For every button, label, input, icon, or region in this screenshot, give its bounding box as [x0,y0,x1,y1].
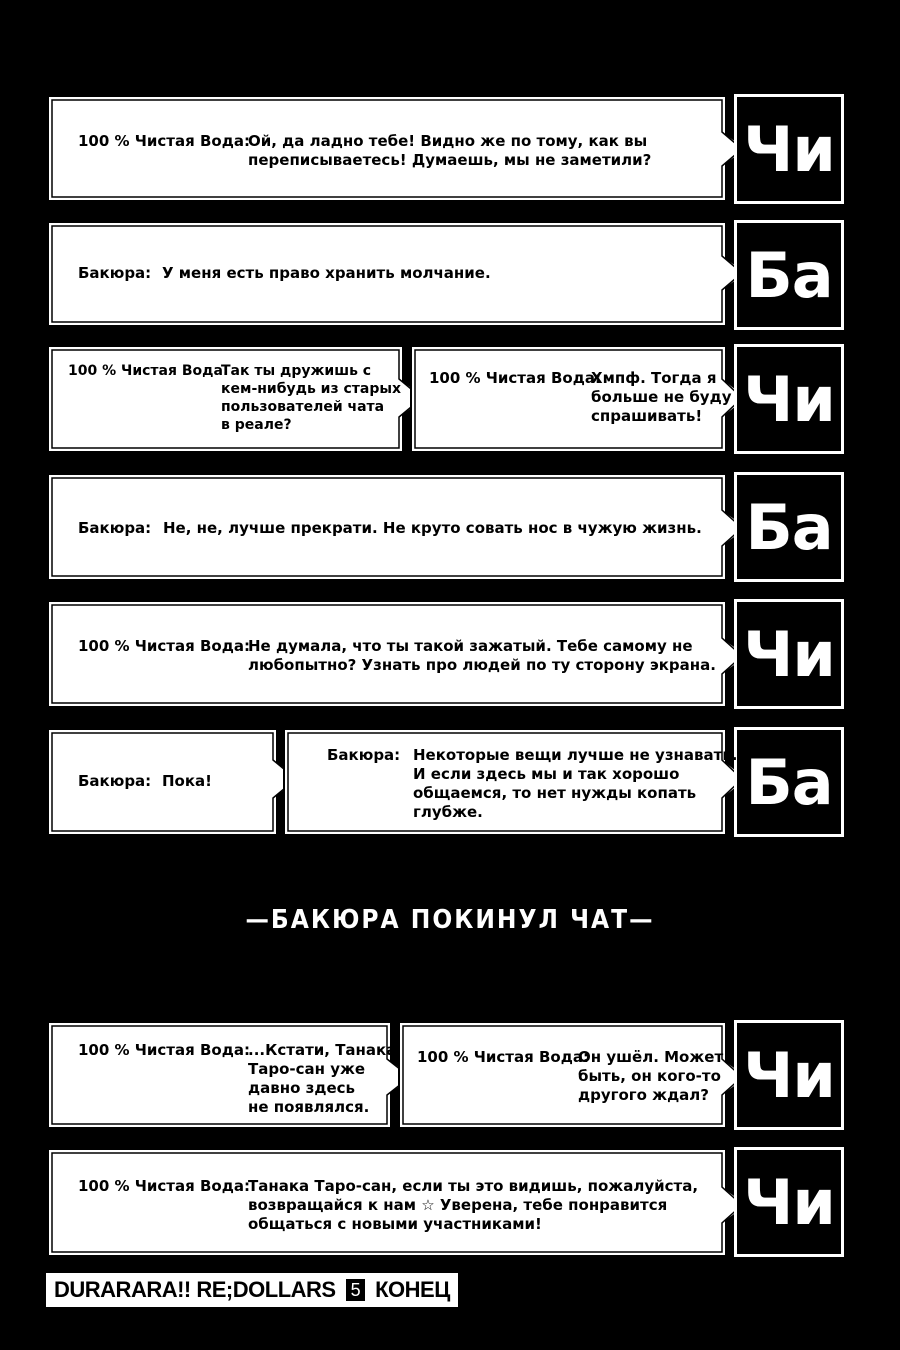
avatar-chi: Чи [734,94,844,204]
avatar-chi: Чи [734,599,844,709]
speaker-name: Бакюра: [78,772,152,790]
speaker-name: 100 % Чистая Вода: [417,1048,589,1066]
chapter-footer [46,1273,458,1307]
volume-number: 5 [346,1279,366,1301]
message-text: ...Кстати, Танака Таро-сан уже давно здесь не появлялся. [248,1041,397,1116]
chat-message [78,1041,396,1117]
message-text: Так ты дружишь с кем-нибудь из старых пользователей чата в реале? [221,363,402,433]
avatar-ba: Ба [734,727,844,837]
speaker-name: Бакюра: [78,519,152,537]
avatar-chi: Чи [734,344,844,454]
message-text: Пока! [162,772,213,790]
series-title: DURARARA!! RE;DOLLARS [54,1277,336,1302]
chat-message [78,264,491,283]
message-text: Он ушёл. Может быть, он кого-то другого ждал? [578,1048,724,1104]
chat-message [78,519,702,538]
speaker-name: Бакюра: [327,746,401,764]
speaker-name: 100 % Чистая Вода: [429,369,601,387]
message-text: Танака Таро-сан, если ты это видишь, пожалуйста, возвращайся к нам ☆ Уверена, тебе понравится общаться с новыми участниками! [248,1177,699,1233]
chat-message [78,1177,698,1234]
message-text: Не думала, что ты такой зажатый. Тебе самому не любопытно? Узнать про людей по ту сторону экрана. [248,637,716,674]
speaker-name: 100 % Чистая Вода: [78,132,250,150]
avatar-chi: Чи [734,1147,844,1257]
chat-message [429,369,731,426]
message-text: Ой, да ладно тебе! Видно же по тому, как вы переписываетесь! Думаешь, мы не заметили? [248,132,652,169]
message-text: Некоторые вещи лучше не узнавать. И если здесь мы и так хорошо общаемся, то нет нужды копать глубже. [413,746,738,821]
chat-message [68,362,401,434]
speaker-name: 100 % Чистая Вода: [78,1041,250,1059]
message-text: У меня есть право хранить молчание. [162,264,491,282]
speaker-name: 100 % Чистая Вода: [78,637,250,655]
avatar-ba: Ба [734,220,844,330]
speaker-name: 100 % Чистая Вода: [78,1177,250,1195]
speaker-name: Бакюра: [78,264,152,282]
chat-message [78,772,212,791]
message-text: Хмпф. Тогда я больше не буду спрашивать! [591,369,732,425]
chat-message [78,637,716,675]
leave-notice: —БАКЮРА ПОКИНУЛ ЧАТ— [245,905,655,935]
avatar-chi: Чи [734,1020,844,1130]
speaker-name: 100 % Чистая Вода: [68,363,229,379]
chat-message [327,746,738,822]
chat-message [78,132,651,170]
message-text: Не, не, лучше прекрати. Не круто совать нос в чужую жизнь. [163,519,702,537]
end-label: КОНЕЦ [375,1277,450,1302]
chat-message [417,1048,723,1105]
avatar-ba: Ба [734,472,844,582]
